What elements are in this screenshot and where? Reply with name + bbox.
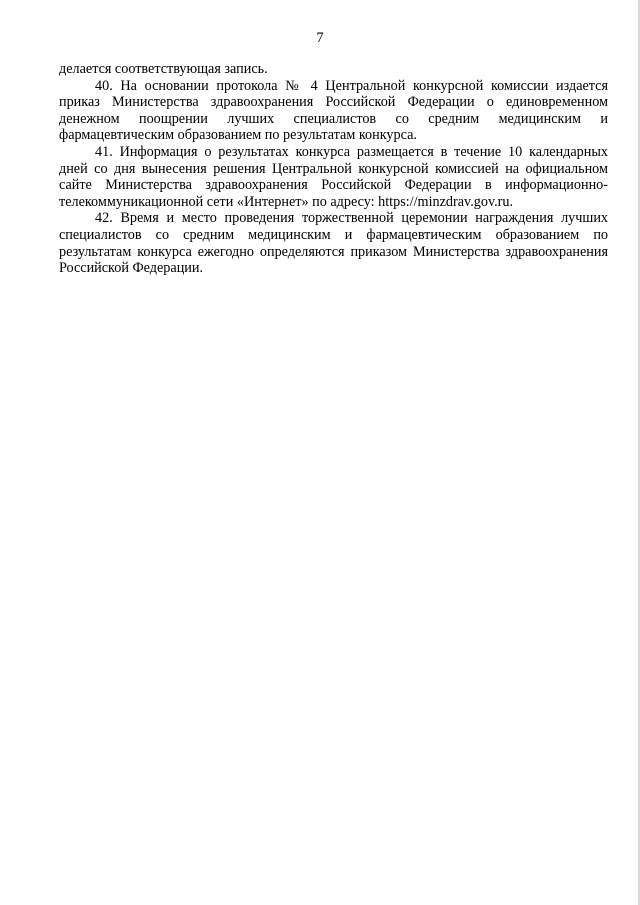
paragraph-continuation: делается соответствующая запись. <box>59 61 268 77</box>
page-number: 7 <box>316 30 324 46</box>
paragraph-40: 40. На основании протокола № 4 Центральной конкурсной комиссии издается приказ Министерства здравоохранения Российской Федерации о единовременном денежном поощрении лучших специалистов со средним медицинским и фармацевтическим образованием по результатам конкурса. <box>59 77 608 144</box>
paragraph-41: 41. Информация о результатах конкурса размещается в течение 10 календарных дней со дня вынесения решения Центральной конкурсной комиссией на официальном сайте Министерства здравоохранения Российской Федерации в информационно-телекоммуникационной сети «Интернет» по адресу: https://minzdrav.gov.ru. <box>59 143 608 210</box>
paragraph-42: 42. Время и место проведения торжественной церемонии награждения лучших специалистов со средним медицинским и фармацевтическим образованием по результатам конкурса ежегодно определяются приказом Министерства здравоохранения Российской Федерации. <box>59 210 608 277</box>
document-body <box>59 61 608 277</box>
